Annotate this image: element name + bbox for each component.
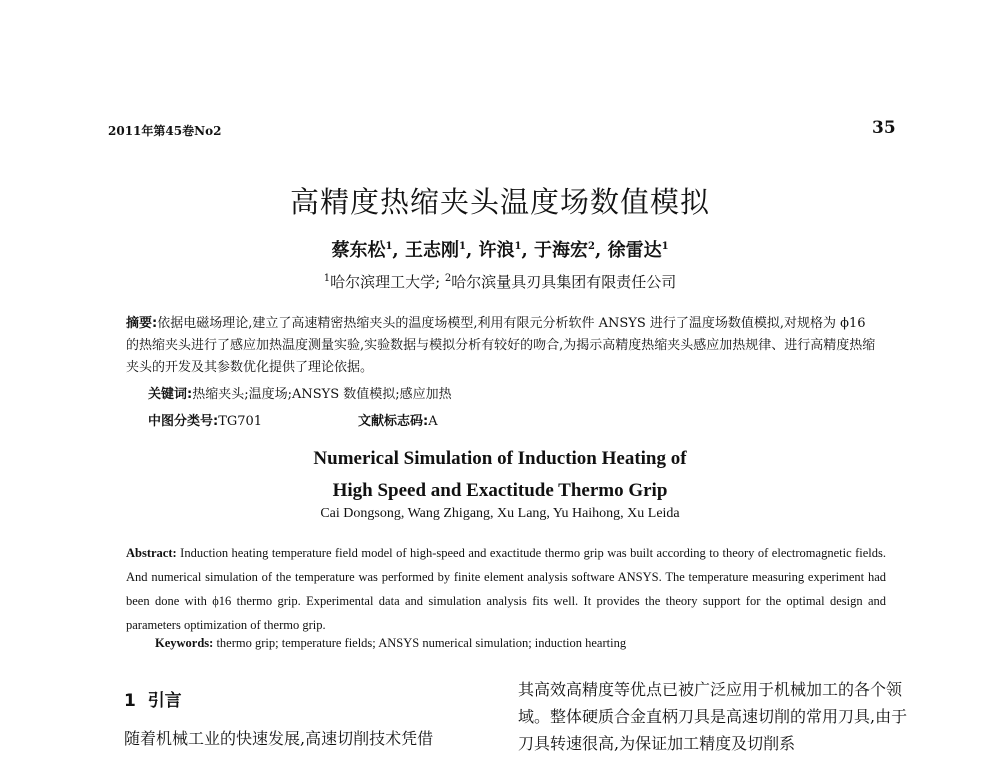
author-name: 王志刚	[404, 240, 459, 261]
affil-mark: 2	[444, 273, 452, 284]
classification-number	[148, 410, 262, 429]
document-code-label: 文献标志码:	[358, 414, 429, 429]
journal-issue: 2011年第45卷No2	[108, 124, 222, 138]
author-affil-mark: 1	[458, 241, 466, 252]
keywords-cn	[148, 383, 452, 402]
author-name: 许浪	[478, 240, 515, 261]
separator: ,	[595, 240, 602, 261]
keywords-en	[155, 636, 626, 651]
keywords-en-text: thermo grip; temperature fields; ANSYS numerical simulation; induction hearting	[216, 636, 627, 650]
classification-value: TG701	[218, 414, 263, 429]
separator: ,	[521, 240, 528, 261]
author-name: 徐雷达	[607, 240, 662, 261]
document-code-value: A	[428, 414, 438, 429]
affiliation: 哈尔滨理工大学;	[330, 273, 441, 291]
affiliation: 哈尔滨量具刃具集团有限责任公司	[451, 273, 677, 291]
abstract-cn-text: 依据电磁场理论,建立了高速精密热缩夹头的温度场模型,利用有限元分析软件 ANSYS 进行了温度场数值模拟,对规格为 ϕ16 的热缩夹头进行了感应加热温度测量实验,实验数据与模拟分析有较好的吻合,为揭示高精度热缩夹头感应加热规律、进行高精度热缩夹头的开发及其参数优化提供了理论依据。	[126, 316, 876, 375]
abstract-en-text: Induction heating temperature field model of high-speed and exactitude thermo grip was built according to theory of electromagnetic fields. And numerical simulation of the temperature was performed by finite element analysis software ANSYS. The temperature measuring experiment had been done with ϕ16 thermo grip. Experimental data and simulation analysis fits well. It provides the theory support for the optimal design and parameters optimization of thermo grip.	[126, 546, 886, 632]
author-affil-mark: 1	[514, 241, 522, 252]
title-en-line1: Numerical Simulation of Induction Heating of	[313, 448, 687, 469]
affil-mark: 1	[323, 273, 331, 284]
title-cn: 高精度热缩夹头温度场数值模拟	[289, 185, 710, 219]
abstract-cn	[126, 313, 878, 379]
section-heading	[124, 686, 182, 711]
abstract-en-label: Abstract:	[126, 546, 177, 560]
separator: ,	[465, 240, 473, 261]
abstract-cn-label: 摘要:	[126, 316, 158, 331]
separator: ,	[392, 240, 399, 261]
author-affil-mark: 1	[385, 241, 393, 252]
body-text-left: 随着机械工业的快速发展,高速切削技术凭借	[124, 729, 434, 748]
keywords-en-label: Keywords:	[155, 636, 214, 650]
affiliations-cn	[0, 271, 1000, 292]
keywords-cn-text: 热缩夹头;温度场;ANSYS 数值模拟;感应加热	[192, 387, 452, 402]
abstract-en	[126, 541, 886, 637]
section-number: 1	[124, 691, 136, 711]
classification-label: 中图分类号:	[148, 414, 219, 429]
document-code	[358, 410, 438, 429]
authors-en: Cai Dongsong, Wang Zhigang, Xu Lang, Yu Haihong, Xu Leida	[320, 506, 680, 521]
body-text-right: 其高效高精度等优点已被广泛应用于机械加工的各个领域。整体硬质合金直柄刀具是高速切削的常用刀具,由于刀具转速很高,为保证加工精度及切削系	[518, 680, 908, 753]
author-name: 于海宏	[534, 240, 589, 261]
page-number: 35	[872, 118, 896, 138]
author-name: 蔡东松	[331, 240, 386, 261]
title-en	[0, 443, 1000, 507]
author-affil-mark: 2	[588, 241, 596, 252]
keywords-cn-label: 关键词:	[148, 387, 193, 402]
section-title: 引言	[147, 691, 182, 711]
authors-cn	[0, 236, 1000, 262]
author-affil-mark: 1	[661, 241, 669, 252]
title-en-line2: High Speed and Exactitude Thermo Grip	[332, 480, 668, 501]
